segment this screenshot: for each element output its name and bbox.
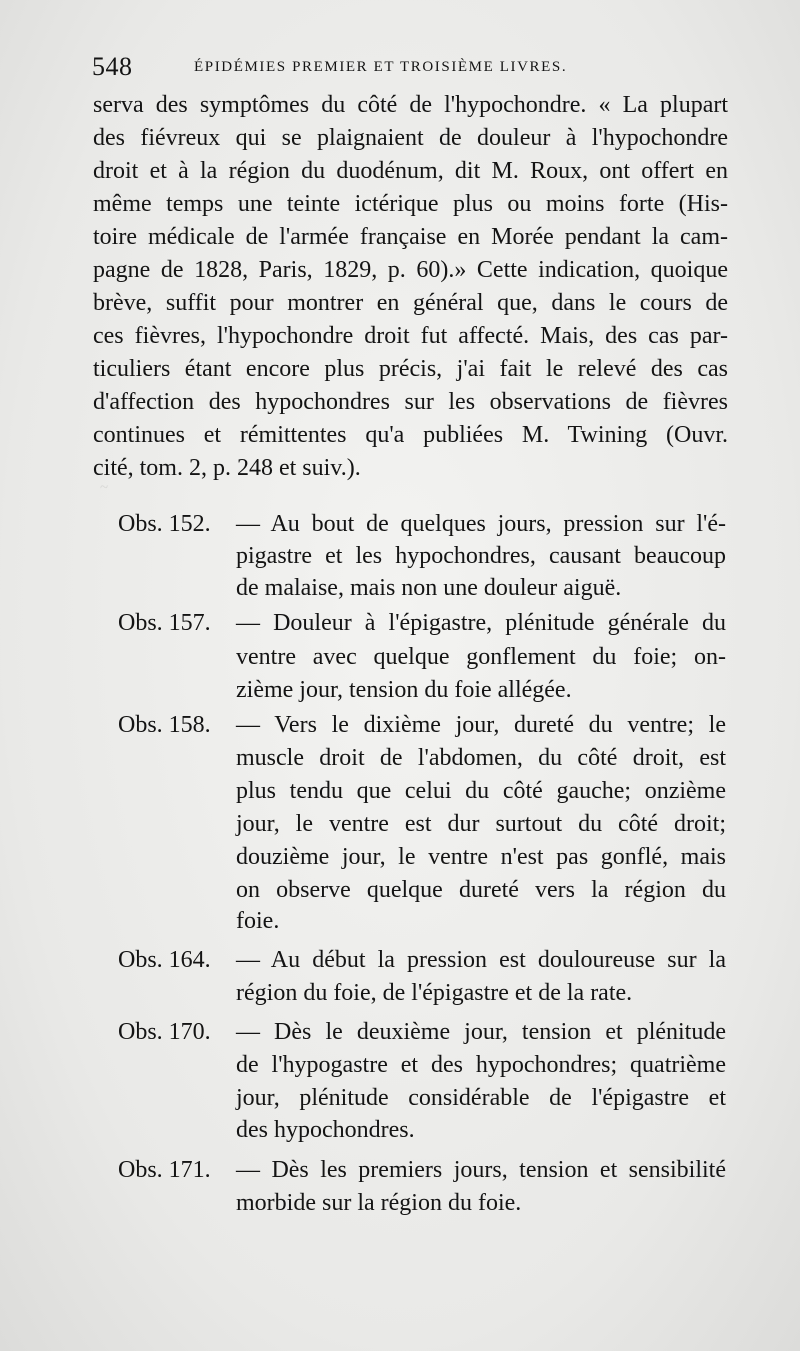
paragraph-line: des fiévreux qui se plaignaient de douleur à l'hypochondre (93, 125, 728, 151)
observation-line: pigastre et les hypochondres, causant beaucoup (236, 543, 726, 569)
observation-line: — Vers le dixième jour, dureté du ventre; le (236, 712, 726, 738)
observation-label: Obs. 170. (118, 1019, 211, 1045)
running-head: ÉPIDÉMIES PREMIER ET TROISIÈME LIVRES. (194, 59, 568, 75)
observation-line: — Dès le deuxième jour, tension et plénitude (236, 1019, 726, 1045)
observation-line: des hypochondres. (236, 1117, 415, 1143)
observation-label: Obs. 152. (118, 511, 211, 537)
paragraph-line: continues et rémittentes qu'a publiées M. Twining (Ouvr. (93, 422, 728, 448)
paragraph-line: serva des symptômes du côté de l'hypochondre. « La plupart (93, 92, 728, 118)
paragraph-line: même temps une teinte ictérique plus ou moins forte (His- (93, 191, 728, 217)
observation-line: morbide sur la région du foie. (236, 1190, 522, 1216)
paragraph-line: ces fièvres, l'hypochondre droit fut affecté. Mais, des cas par- (93, 323, 728, 349)
observation-line: — Douleur à l'épigastre, plénitude générale du (236, 610, 726, 636)
observation-line: jour, plénitude considérable de l'épigastre et (236, 1085, 726, 1111)
paragraph-line: cité, tom. 2, p. 248 et suiv.). (93, 455, 361, 481)
paragraph-line: droit et à la région du duodénum, dit M. Roux, ont offert en (93, 158, 728, 184)
paragraph-line: brève, suffit pour montrer en général que, dans le cours de (93, 290, 728, 316)
observation-line: ventre avec quelque gonflement du foie; on- (236, 644, 726, 670)
observation-line: muscle droit de l'abdomen, du côté droit, est (236, 745, 726, 771)
observation-line: — Au bout de quelques jours, pression sur l'é- (236, 511, 726, 537)
observation-line: de l'hypogastre et des hypochondres; quatrième (236, 1052, 726, 1078)
observation-line: — Dès les premiers jours, tension et sensibilité (236, 1157, 726, 1183)
observation-line: zième jour, tension du foie allégée. (236, 677, 572, 703)
paragraph-line: pagne de 1828, Paris, 1829, p. 60).» Cette indication, quoique (93, 257, 728, 283)
observation-label: Obs. 164. (118, 947, 211, 973)
observation-line: de malaise, mais non une douleur aiguë. (236, 575, 622, 601)
bleed-through-text: ~ (100, 480, 109, 496)
observation-line: jour, le ventre est dur surtout du côté droit; (236, 811, 726, 837)
paragraph-line: ticuliers étant encore plus précis, j'ai fait le relevé des cas (93, 356, 728, 382)
paragraph-line: toire médicale de l'armée française en Morée pendant la cam- (93, 224, 728, 250)
observation-line: — Au début la pression est douloureuse sur la (236, 947, 726, 973)
observation-label: Obs. 171. (118, 1157, 211, 1183)
observation-line: foie. (236, 908, 280, 934)
page-number: 548 (92, 52, 133, 81)
observation-line: région du foie, de l'épigastre et de la rate. (236, 980, 633, 1006)
observation-label: Obs. 158. (118, 712, 211, 738)
observation-label: Obs. 157. (118, 610, 211, 636)
observation-line: douzième jour, le ventre n'est pas gonflé, mais (236, 844, 726, 870)
paragraph-line: d'affection des hypochondres sur les observations de fièvres (93, 389, 728, 415)
page-header (92, 52, 732, 84)
observation-line: plus tendu que celui du côté gauche; onzième (236, 778, 726, 804)
observation-line: on observe quelque dureté vers la région du (236, 877, 726, 903)
